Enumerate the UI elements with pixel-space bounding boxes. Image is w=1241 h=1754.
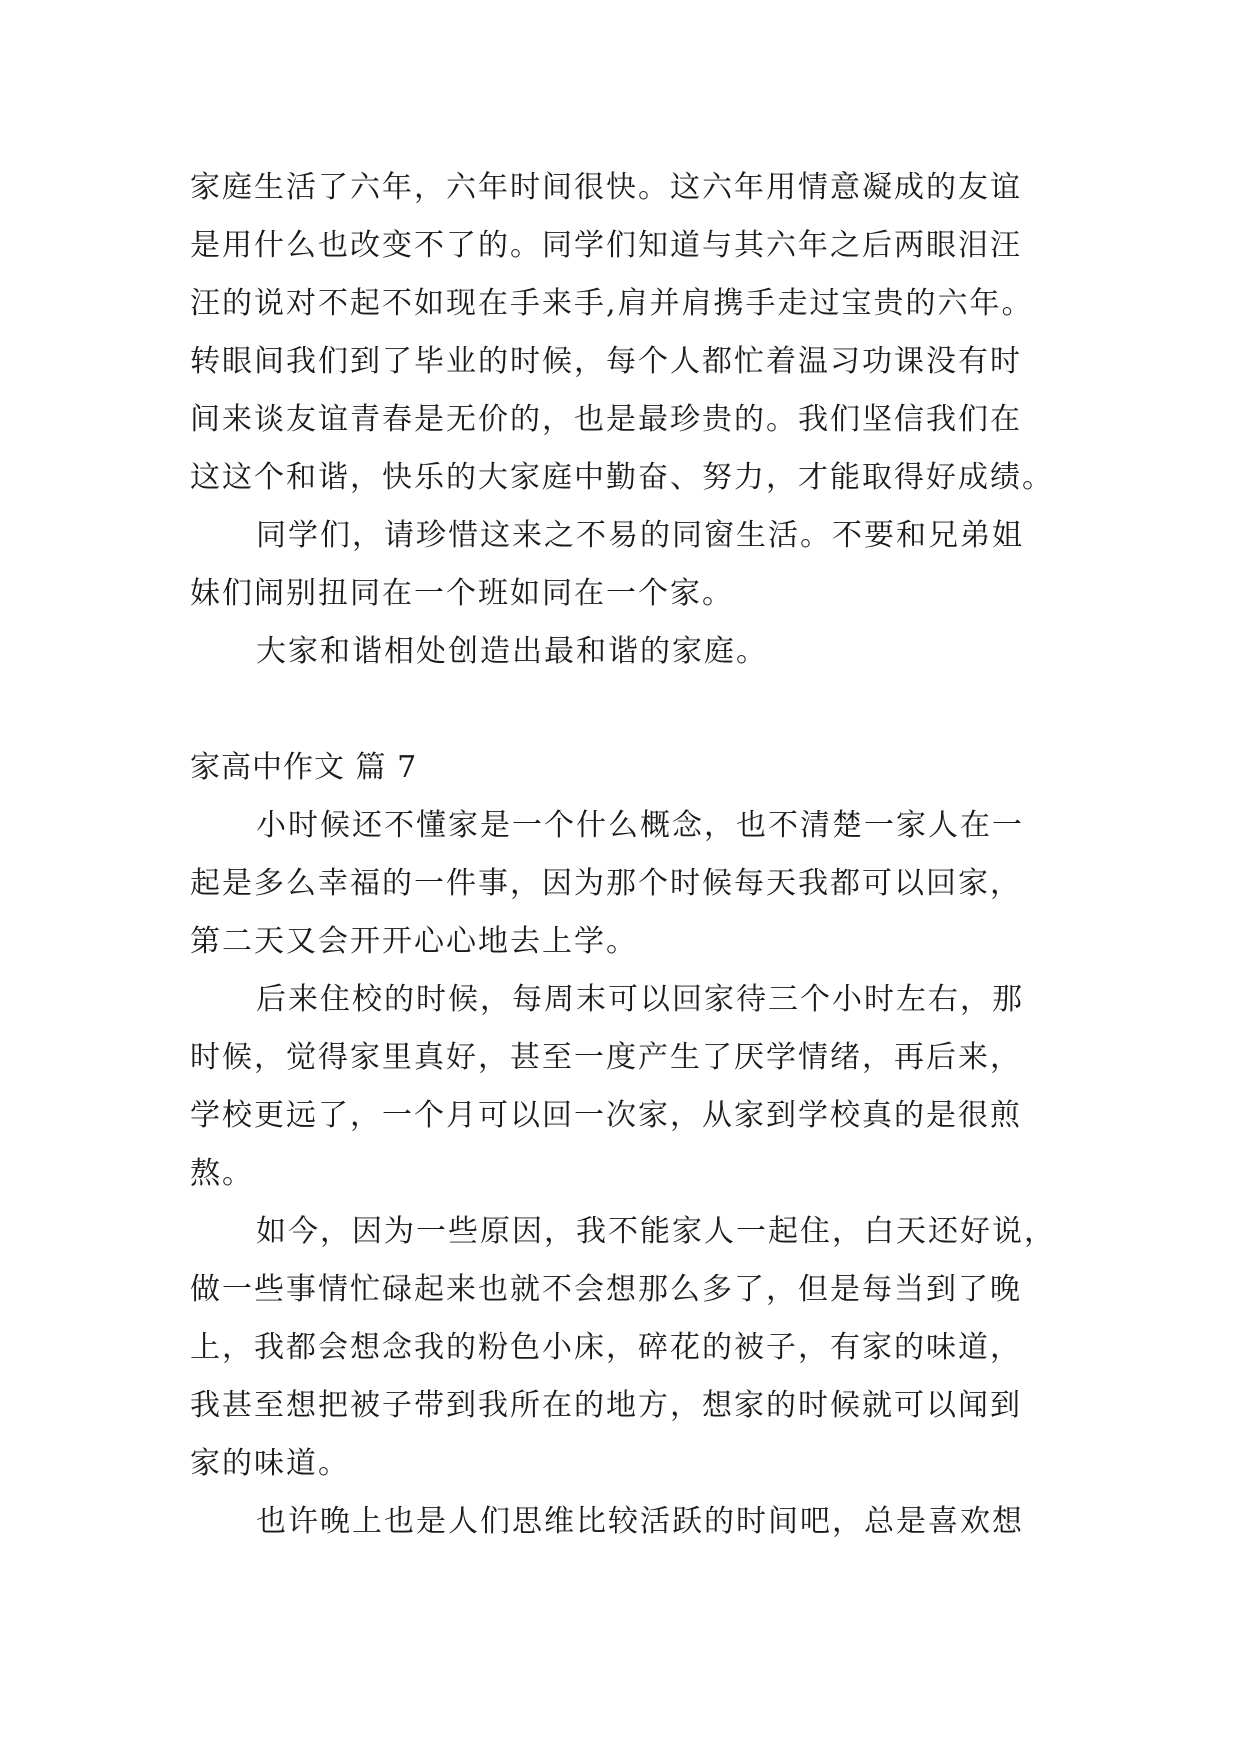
text-line: 家的味道。 xyxy=(190,1446,350,1481)
text-line: 也许晚上也是人们思维比较活跃的时间吧，总是喜欢想 xyxy=(256,1504,1024,1539)
text-line: 学校更远了，一个月可以回一次家，从家到学校真的是很煎 xyxy=(190,1098,1022,1133)
text-line: 妹们闹别扭同在一个班如同在一个家。 xyxy=(190,576,734,611)
text-line: 时候，觉得家里真好，甚至一度产生了厌学情绪，再后来， xyxy=(190,1040,1022,1075)
text-line: 这这个和谐，快乐的大家庭中勤奋、努力，才能取得好成绩。 xyxy=(190,460,1054,495)
text-line: 后来住校的时候，每周末可以回家待三个小时左右，那 xyxy=(256,982,1024,1017)
section-heading: 家高中作文 篇 7 xyxy=(190,750,418,785)
text-line: 熬。 xyxy=(190,1156,254,1191)
text-line: 我甚至想把被子带到我所在的地方，想家的时候就可以闻到 xyxy=(190,1388,1022,1423)
text-line: 转眼间我们到了毕业的时候，每个人都忙着温习功课没有时 xyxy=(190,344,1022,379)
text-line: 起是多么幸福的一件事，因为那个时候每天我都可以回家， xyxy=(190,866,1022,901)
text-line: 上，我都会想念我的粉色小床，碎花的被子，有家的味道， xyxy=(190,1330,1022,1365)
text-line: 如今，因为一些原因，我不能家人一起住，白天还好说， xyxy=(256,1214,1056,1249)
text-line: 汪的说对不起不如现在手来手,肩并肩携手走过宝贵的六年。 xyxy=(190,286,1034,321)
text-line: 家庭生活了六年，六年时间很快。这六年用情意凝成的友谊 xyxy=(190,170,1022,205)
text-line: 小时候还不懂家是一个什么概念，也不清楚一家人在一 xyxy=(256,808,1024,843)
text-line: 间来谈友谊青春是无价的，也是最珍贵的。我们坚信我们在 xyxy=(190,402,1022,437)
text-line: 同学们，请珍惜这来之不易的同窗生活。不要和兄弟姐 xyxy=(256,518,1024,553)
text-line: 是用什么也改变不了的。同学们知道与其六年之后两眼泪汪 xyxy=(190,228,1022,263)
text-line: 第二天又会开开心心地去上学。 xyxy=(190,924,638,959)
text-line: 做一些事情忙碌起来也就不会想那么多了，但是每当到了晚 xyxy=(190,1272,1022,1307)
text-line: 大家和谐相处创造出最和谐的家庭。 xyxy=(256,634,768,669)
